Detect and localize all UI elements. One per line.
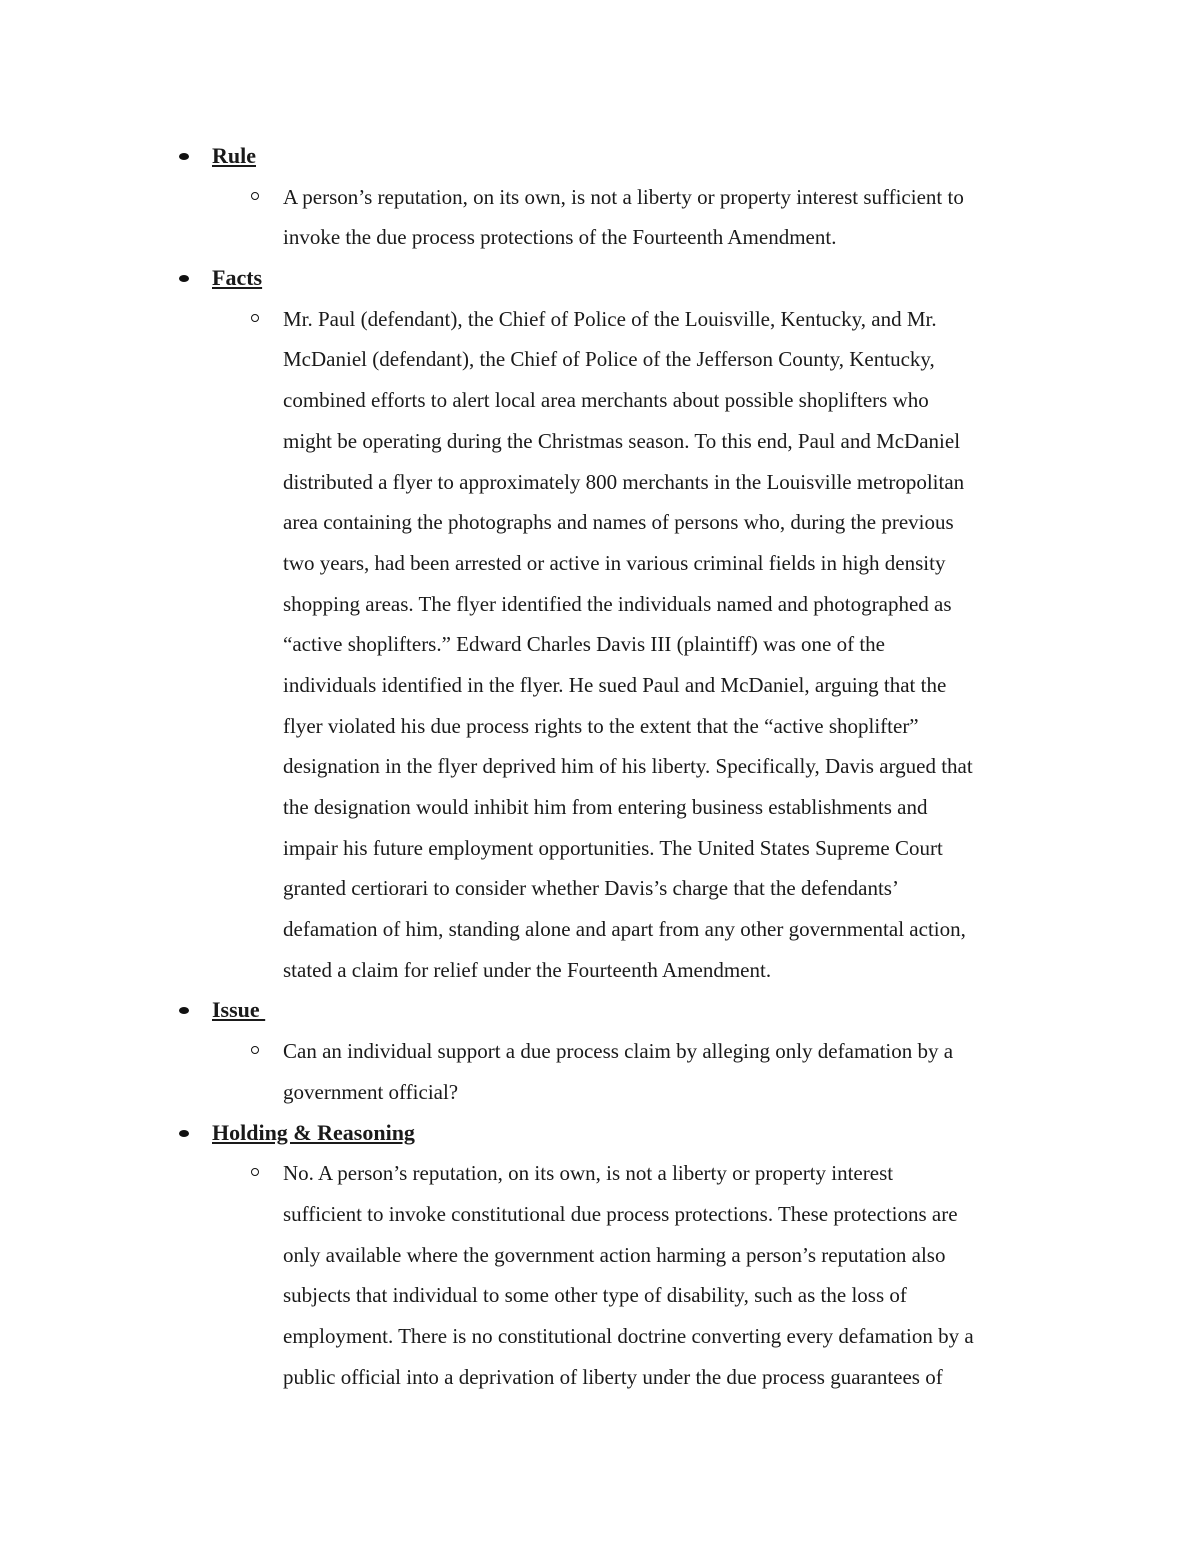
section-body-row — [0, 1031, 1200, 1112]
text-line: No. A person’s reputation, on its own, is not a liberty or property interest — [283, 1161, 894, 1186]
section-heading-row — [0, 136, 1200, 177]
text-line: distributed a flyer to approximately 800 merchants in the Louisville metropolitan — [283, 469, 965, 494]
hollow-bullet-icon — [251, 192, 259, 200]
text-line: combined efforts to alert local area merchants about possible shoplifters who — [283, 388, 929, 413]
text-line: shopping areas. The flyer identified the individuals named and photographed as — [283, 591, 952, 616]
section-heading-row — [0, 1113, 1200, 1154]
text-line: area containing the photographs and names of persons who, during the previous — [283, 510, 954, 535]
text-line: designation in the flyer deprived him of his liberty. Specifically, Davis argued that — [283, 754, 973, 779]
filled-bullet-icon — [179, 153, 189, 160]
section-heading-row — [0, 258, 1200, 299]
text-line: subjects that individual to some other type of disability, such as the loss of — [283, 1283, 907, 1308]
text-line: impair his future employment opportunities. The United States Supreme Court — [283, 835, 943, 860]
text-line: public official into a deprivation of liberty under the due process guarantees of — [283, 1364, 943, 1389]
text-line: A person’s reputation, on its own, is not a liberty or property interest sufficient to — [283, 184, 964, 209]
filled-bullet-icon — [179, 275, 189, 282]
text-line: Can an individual support a due process claim by alleging only defamation by a — [283, 1039, 954, 1064]
filled-bullet-icon — [179, 1130, 189, 1137]
section-rule — [0, 136, 1200, 258]
text-line: flyer violated his due process rights to the extent that the “active shoplifter” — [283, 713, 919, 738]
text-line: “active shoplifters.” Edward Charles Davis III (plaintiff) was one of the — [283, 632, 885, 657]
hollow-bullet-icon — [251, 1168, 259, 1176]
section-issue — [0, 990, 1200, 1112]
text-line: granted certiorari to consider whether Davis’s charge that the defendants’ — [283, 876, 899, 901]
text-line: might be operating during the Christmas season. To this end, Paul and McDaniel — [283, 428, 961, 453]
text-line: only available where the government action harming a person’s reputation also — [283, 1242, 946, 1267]
hollow-bullet-icon — [251, 1046, 259, 1054]
section-facts — [0, 258, 1200, 990]
holding-paragraph — [283, 1153, 1063, 1397]
text-line: invoke the due process protections of the Fourteenth Amendment. — [283, 225, 837, 250]
section-heading-holding-reasoning: Holding & Reasoning — [212, 1119, 415, 1145]
section-body-row — [0, 1153, 1200, 1397]
text-line: employment. There is no constitutional doctrine converting every defamation by a — [283, 1323, 974, 1348]
section-heading-row — [0, 990, 1200, 1031]
section-body-row — [0, 177, 1200, 258]
text-line: stated a claim for relief under the Fourteenth Amendment. — [283, 957, 772, 982]
text-line: government official? — [283, 1079, 459, 1104]
section-heading-facts: Facts — [212, 265, 263, 291]
text-line: individuals identified in the flyer. He sued Paul and McDaniel, arguing that the — [283, 672, 947, 697]
text-line: two years, had been arrested or active in various criminal fields in high density — [283, 550, 946, 575]
text-line: McDaniel (defendant), the Chief of Police of the Jefferson County, Kentucky, — [283, 347, 935, 372]
filled-bullet-icon — [179, 1007, 189, 1014]
text-line: defamation of him, standing alone and apart from any other governmental action, — [283, 917, 966, 942]
section-body-row — [0, 299, 1200, 991]
hollow-bullet-icon — [251, 314, 259, 322]
text-line: Mr. Paul (defendant), the Chief of Police of the Louisville, Kentucky, and Mr. — [283, 306, 937, 331]
case-brief-outline — [0, 136, 1200, 1397]
section-holding-reasoning — [0, 1113, 1200, 1398]
section-heading-rule: Rule — [212, 143, 256, 168]
facts-paragraph — [283, 299, 1063, 991]
text-line: the designation would inhibit him from entering business establishments and — [283, 795, 928, 819]
rule-paragraph — [283, 177, 1063, 258]
issue-paragraph — [283, 1031, 1063, 1112]
section-heading-issue: Issue — [212, 997, 266, 1023]
text-line: sufficient to invoke constitutional due process protections. These protections are — [283, 1201, 958, 1226]
